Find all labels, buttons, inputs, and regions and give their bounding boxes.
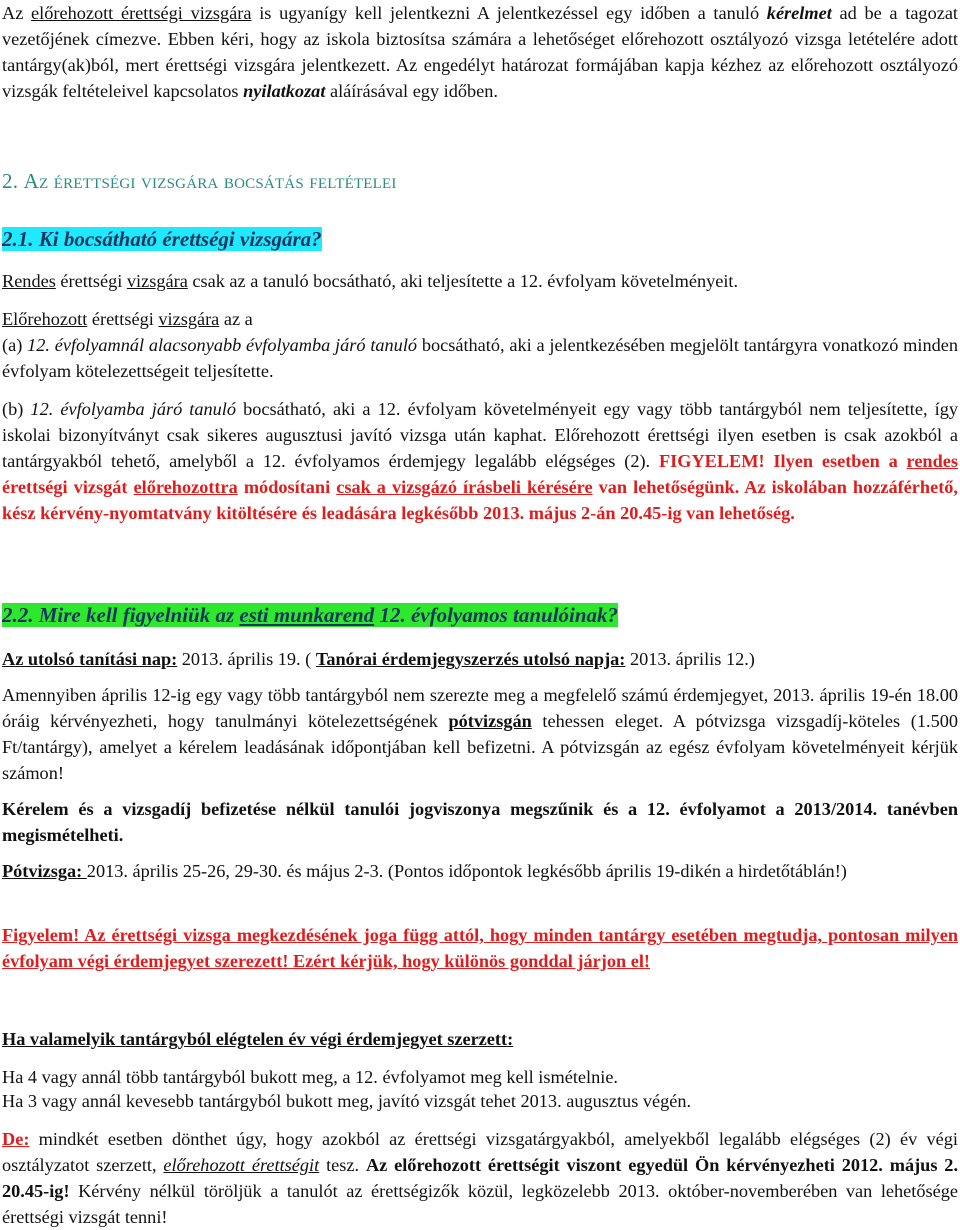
section-2-heading: 2. Az érettségi vizsgára bocsátás feltételei — [2, 169, 397, 193]
figyelem-warning: FIGYELEM! Ilyen esetben a rendes érettségi vizsgát előrehozottra módosítani csak a vizsgázó írásbeli kérésére van lehetőségünk. Az iskolában hozzáférhető, kész kérvény-nyomtatvány kitöltésére és leadására legkésőbb 2013. május 2-án 20.45-ig van lehetőség. — [2, 451, 958, 523]
de-paragraph: De: mindkét esetben dönthet úgy, hogy azokból az érettségi vizsgatárgyakból, amelyekből legalább elégséges (2) év végi osztályzatot szerzett, előrehozott érettségit tesz. Az előrehozott érettségit viszont egyedül Ön kérvényezheti 2012. május 2. 20.45-ig! Kérvény nélkül töröljük a tanulót az érettségizők közül, legközelebb 2013. október-novemberében van lehetősége érettségi vizsgát tenni! — [2, 1129, 959, 1227]
intro-nyilatkozat: nyilatkozat — [243, 81, 326, 101]
item-a-paragraph: (a) 12. évfolyamnál alacsonyabb évfolyamba járó tanuló bocsátható, aki a jelentkezésében megjelölt tantárgyra vonatkozó minden évfolyam kötelezettségeit teljesítette. — [2, 335, 958, 381]
bukas-heading: Ha valamelyik tantárgyból elégtelen év végi érdemjegyet szerzett: — [2, 1029, 514, 1049]
kerelem-paragraph: Kérelem és a vizsgadíj befizetése nélkül tanulói jogviszonya megszűnik és a 12. évfolyamot a 2013/2014. tanévben megismételheti. — [2, 799, 958, 845]
ha4-line: Ha 4 vagy annál több tantárgyból bukott meg, a 12. évfolyamot meg kell ismételnie. — [2, 1067, 619, 1087]
figyelem-paragraph: Figyelem! Az érettségi vizsga megkezdésének joga függ attól, hogy minden tantárgy esetében megtudja, pontosan milyen évfolyam végi érdemjegyet szerezett! Ezért kérjük, hogy különös gonddal járjon el! — [2, 925, 958, 971]
item-b-paragraph: (b) 12. évfolyamba járó tanuló bocsátható, aki a 12. évfolyam követelményeit egy vagy több tantárgyból nem teljesítette, így iskolai bizonyítványt csak sikeres augusztusi javító vizsga után kaphat. Előrehozott érettségi ilyen esetben is csak azokból a tantárgyakból tehető, amelyből a 12. évfolyamos érdemjegy legalább elégséges (2). FIGYELEM! Ilyen esetben a rendes érettségi vizsgát előrehozottra módosítani csak a vizsgázó írásbeli kérésére van lehetőségünk. Az iskolában hozzáférhető, kész kérvény-nyomtatvány kitöltésére és leadására legkésőbb 2013. május 2-án 20.45-ig van lehetőség. — [2, 399, 958, 523]
intro-paragraph: Az előrehozott érettségi vizsgára is ugyanígy kell jelentkezni A jelentkezéssel egy időben a tanuló kérelmet ad be a tagozat vezetőjének címezve. Ebben kéri, hogy az iskola biztosítsa számára a lehetőséget előrehozott osztályozó vizsga letételére adott tantárgy(ak)ból, mert érettségi vizsgára jelentkezett. Az engedélyt határozat formájában kapja kézhez az előrehozott osztályozó vizsgák feltételeivel kapcsolatos nyilatkozat aláírásával egy időben. — [2, 3, 959, 101]
amennyiben-paragraph: Amennyiben április 12-ig egy vagy több tantárgyból nem szerezte meg a megfelelő számú érdemjegyet, 2013. április 19-én 18.00 óráig kérvényezheti, hogy tanulmányi kötelezettségének pótvizsgán tehessen eleget. A pótvizsga vizsgadíj-köteles (1.500 Ft/tantárgy), amelyet a kérelem leadásának időpontjában kell befizetni. A pótvizsgán az egész évfolyam követelményeit kérjük számon! — [2, 685, 958, 783]
potvizsga-paragraph: Pótvizsga: 2013. április 25-26, 29-30. és május 2-3. (Pontos időpontok legkésőbb április 19-dikén a hirdetőtáblán!) — [2, 861, 847, 881]
ha3-line: Ha 3 vagy annál kevesebb tantárgyból bukott meg, javító vizsgát tehet 2013. augusztus végén. — [2, 1091, 692, 1111]
elorehozott-paragraph: Előrehozott érettségi vizsgára az a — [2, 309, 253, 329]
rendes-paragraph: Rendes érettségi vizsgára csak az a tanuló bocsátható, aki teljesítette a 12. évfolyam követelményeit. — [2, 271, 739, 291]
subsection-2-2-heading: 2.2. Mire kell figyelniük az esti munkarend 12. évfolyamos tanulóinak? — [2, 603, 619, 627]
last-day-paragraph: Az utolsó tanítási nap: 2013. április 19. ( Tanórai érdemjegyszerzés utolsó napja: 2013. április 12.) — [2, 649, 755, 669]
subsection-2-1-heading: 2.1. Ki bocsátható érettségi vizsgára? — [2, 227, 322, 251]
intro-kerelmet: kérelmet — [766, 3, 832, 23]
intro-underline-term: előrehozott érettségi vizsgára — [31, 3, 252, 23]
